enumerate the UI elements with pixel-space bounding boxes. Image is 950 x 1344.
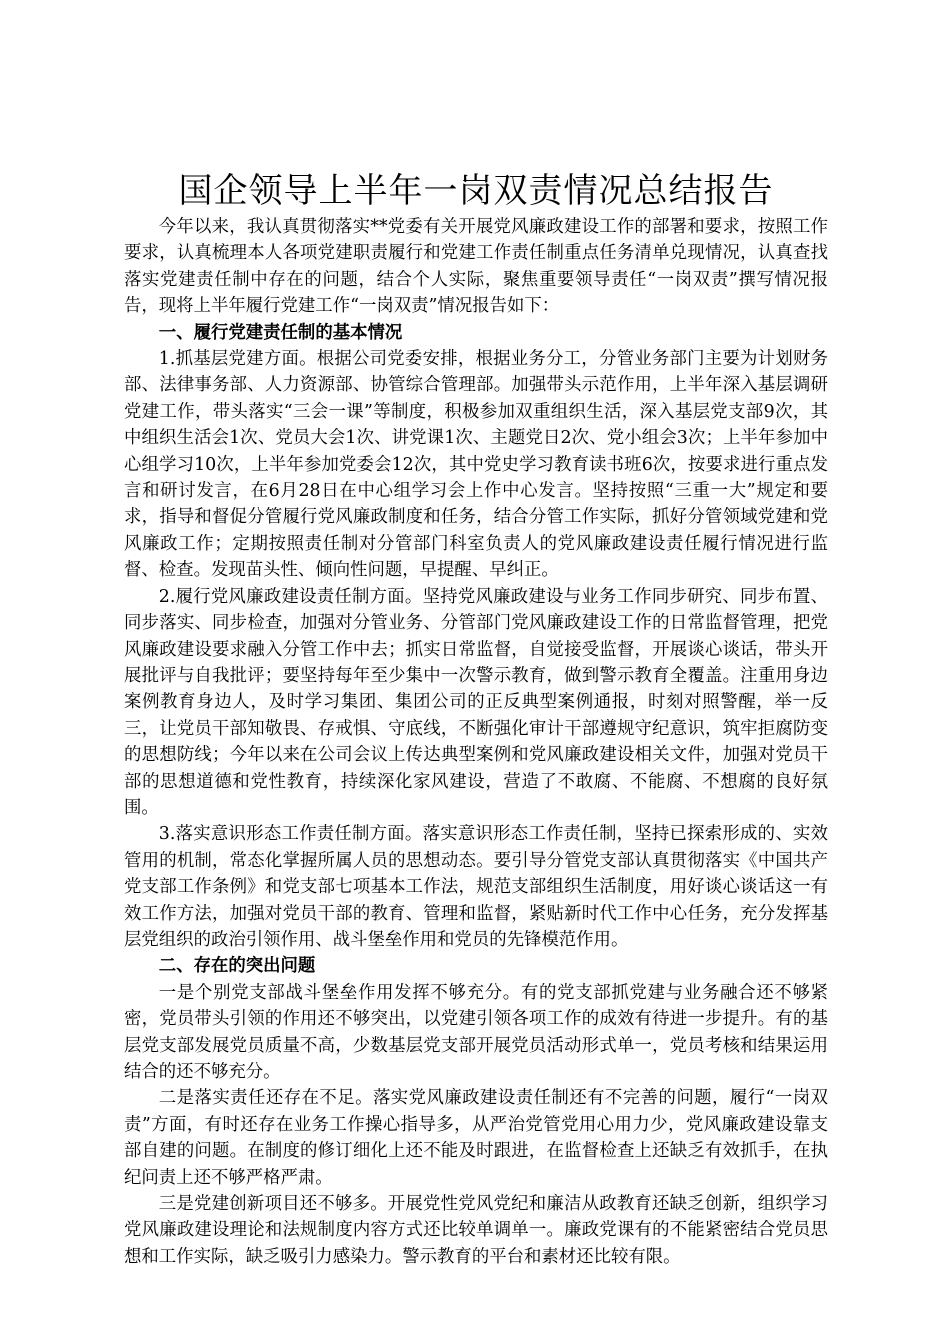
section-2-paragraph-2: 二是落实责任还存在不足。落实党风廉政建设责任制还有不完善的问题，履行“一岗双责”方面，有时还存在业务工作操心指导多，从严治党管党用心用力少，党风廉政建设靠支部自建的问题。在制度的修订细化上还不能及时跟进，在监督检查上还缺乏有效抓手，在执纪问责上还不够严格严肃。 — [124, 1088, 828, 1188]
section-1-paragraph-2: 2.履行党风廉政建设责任制方面。坚持党风廉政建设与业务工作同步研究、同步布置、同步落实、同步检查，加强对分管业务、分管部门党风廉政建设工作的日常监督管理，把党风廉政建设要求融入分管工作中去；抓实日常监督，自觉接受监督，开展谈心谈话，带头开展批评与自我批评；要坚持每年至少集中一次警示教育，做到警示教育全覆盖。注重用身边案例教育身边人，及时学习集团、集团公司的正反典型案例通报，时刻对照警醒，举一反三，让党员干部知敬畏、存戒惧、守底线，不断强化审计干部遵规守纪意识，筑牢拒腐防变的思想防线；今年以来在公司会议上传达典型案例和党风廉政建设相关文件，加强对党员干部的思想道德和党性教育，持续深化家风建设，营造了不敢腐、不能腐、不想腐的良好氛围。 — [124, 586, 828, 818]
section-1-paragraph-3: 3.落实意识形态工作责任制方面。落实意识形态工作责任制，坚持已探索形成的、实效管用的机制，常态化掌握所属人员的思想动态。要引导分管党支部认真贯彻落实《中国共产党支部工作条例》和党支部七项基本工作法，规范支部组织生活制度，用好谈心谈话这一有效工作方法，加强对党员干部的教育、管理和监督，紧贴新时代工作中心任务，充分发挥基层党组织的政治引领作用、战斗堡垒作用和党员的先锋模范作用。 — [124, 824, 828, 950]
section-2-heading: 二、存在的突出问题 — [158, 956, 316, 977]
intro-paragraph: 今年以来，我认真贯彻落实**党委有关开展党风廉政建设工作的部署和要求，按照工作要求，认真梳理本人各项党建职责履行和党建工作责任制重点任务清单兑现情况，认真查找落实党建责任制中存在的问题，结合个人实际，聚焦重要领导责任“一岗双责”撰写情况报告，现将上半年履行党建工作“一岗双责”情况报告如下： — [124, 217, 828, 317]
document-page — [124, 170, 828, 1270]
section-2-paragraph-1: 一是个别党支部战斗堡垒作用发挥不够充分。有的党支部抓党建与业务融合还不够紧密，党员带头引领的作用还不够突出，以党建引领各项工作的成效有待进一步提升。有的基层党支部发展党员质量不高，少数基层党支部开展党员活动形式单一，党员考核和结果运用结合的还不够充分。 — [124, 982, 828, 1082]
section-1-heading: 一、履行党建责任制的基本情况 — [158, 322, 403, 343]
section-1-paragraph-1: 1.抓基层党建方面。根据公司党委安排，根据业务分工，分管业务部门主要为计划财务部、法律事务部、人力资源部、协管综合管理部。加强带头示范作用，上半年深入基层调研党建工作，带头落实“三会一课”等制度，积极参加双重组织生活，深入基层党支部9次，其中组织生活会1次、党员大会1次、讲党课1次、主题党日2次、党小组会3次；上半年参加中心组学习10次，上半年参加党委会12次，其中党史学习教育读书班6次，按要求进行重点发言和研讨发言，在6月28日在中心组学习会上作中心发言。坚持按照“三重一大”规定和要求，指导和督促分管履行党风廉政制度和任务，结合分管工作实际，抓好分管领域党建和党风廉政工作；定期按照责任制对分管部门科室负责人的党风廉政建设责任履行情况进行监督、检查。发现苗头性、倾向性问题，早提醒、早纠正。 — [124, 349, 828, 581]
document-title: 国企领导上半年一岗双责情况总结报告 — [178, 171, 774, 211]
section-2-paragraph-3: 三是党建创新项目还不够多。开展党性党风党纪和廉洁从政教育还缺乏创新，组织学习党风廉政建设理论和法规制度内容方式还比较单调单一。廉政党课有的不能紧密结合党员思想和工作实际，缺乏吸引力感染力。警示教育的平台和素材还比较有限。 — [124, 1194, 828, 1267]
